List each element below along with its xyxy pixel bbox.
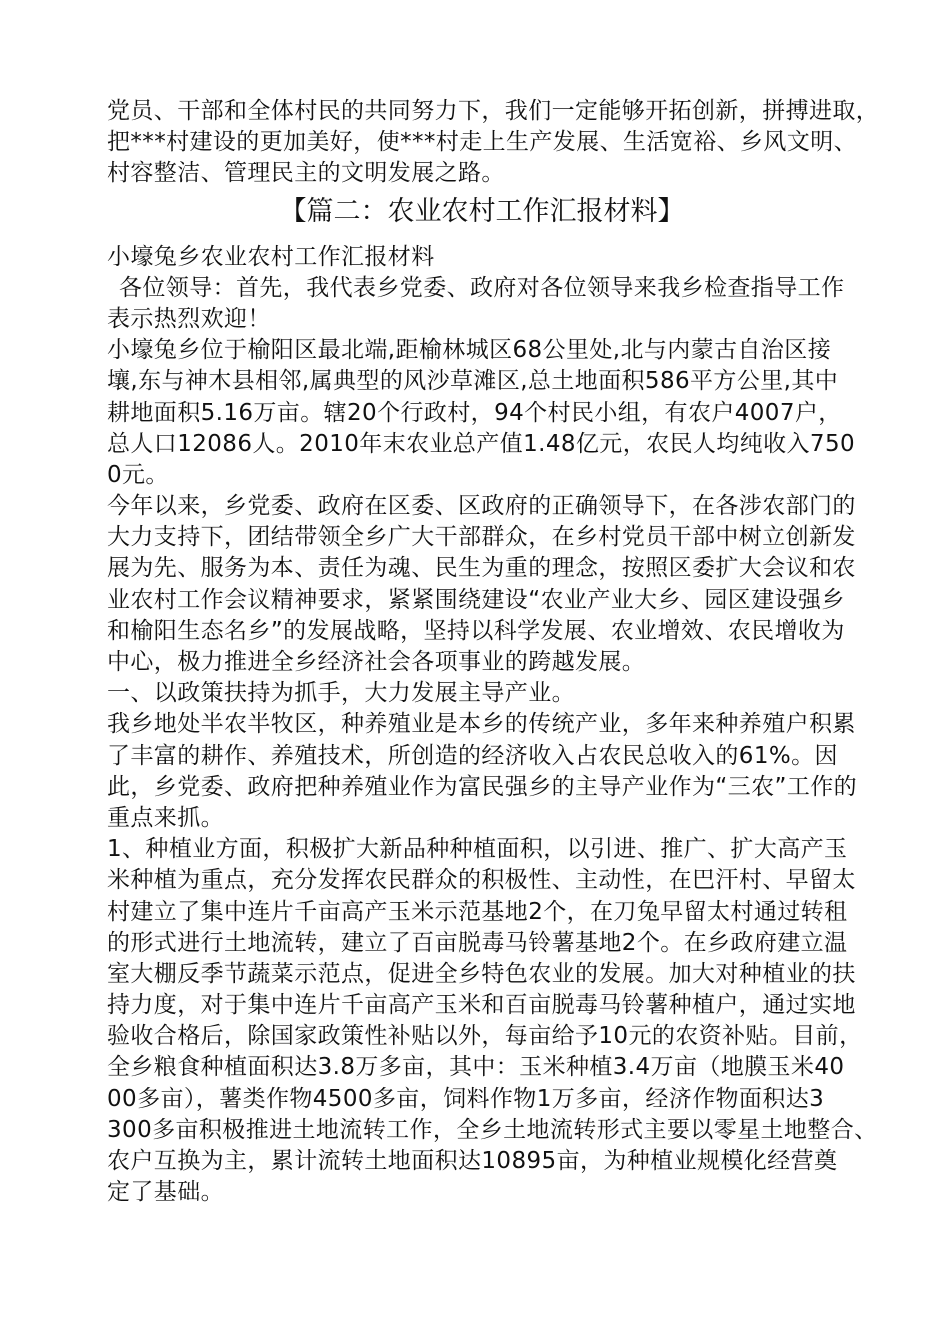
text-line: 壤,东与神木县相邻,属典型的风沙草滩区,总土地面积586平方公里,其中 xyxy=(107,368,839,395)
text-line: 持力度，对于集中连片千亩高产玉米和百亩脱毒马铃薯种植户，通过实地 xyxy=(107,992,856,1019)
text-line: 定了基础。 xyxy=(107,1179,224,1206)
text-line: 各位领导：首先，我代表乡党委、政府对各位领导来我乡检查指导工作 xyxy=(119,274,845,301)
text-line: 室大棚反季节蔬菜示范点，促进全乡特色农业的发展。加大对种植业的扶 xyxy=(107,960,856,987)
text-line: 今年以来，乡党委、政府在区委、区政府的正确领导下，在各涉农部门的 xyxy=(107,493,856,520)
planting-paragraph xyxy=(107,834,878,1208)
text-line: 了丰富的耕作、养殖技术，所创造的经济收入占农民总收入的61%。因 xyxy=(107,742,838,769)
text-line: 农户互换为主，累计流转土地面积达10895亩，为种植业规模化经营奠 xyxy=(107,1148,838,1174)
text-line: 表示热烈欢迎！ xyxy=(107,305,271,332)
intro-paragraph xyxy=(107,96,880,190)
text-line: 业农村工作会议精神要求，紧紧围绕建设“农业产业大乡、园区建设强乡 xyxy=(107,586,845,613)
document-body xyxy=(107,96,880,1208)
text-line: 把***村建设的更加美好，使***村走上生产发展、生活宽裕、乡风文明、 xyxy=(107,129,857,156)
text-line: 村建立了集中连片千亩高产玉米示范基地2个，在刀兔早留太村通过转租 xyxy=(107,898,848,925)
text-line: 中心，极力推进全乡经济社会各项事业的跨越发展。 xyxy=(107,649,646,675)
text-line: 大力支持下，团结带领全乡广大干部群众，在乡村党员干部中树立创新发 xyxy=(107,524,856,551)
section-1-title: 一、以政策扶持为抓手，大力发展主导产业。 xyxy=(107,680,575,707)
overview-paragraph xyxy=(107,335,867,491)
text-line: 全乡粮食种植面积达3.8万多亩，其中：玉米种植3.4万亩（地膜玉米40 xyxy=(107,1054,845,1081)
text-line: 党员、干部和全体村民的共同努力下，我们一定能够开拓创新，拼搏进取， xyxy=(107,98,880,124)
greeting-paragraph xyxy=(107,273,867,335)
leadership-paragraph xyxy=(107,491,867,678)
text-line: 00多亩），薯类作物4500多亩，饲料作物1万多亩，经济作物面积达3 xyxy=(107,1085,825,1112)
text-line: 村容整洁、管理民主的文明发展之路。 xyxy=(107,160,505,187)
text-line: 和榆阳生态名乡”的发展战略，坚持以科学发展、农业增效、农民增收为 xyxy=(107,617,845,644)
text-line: 的形式进行土地流转，建立了百亩脱毒马铃薯基地2个。在乡政府建立温 xyxy=(107,929,848,956)
text-line: 此，乡党委、政府把种养殖业作为富民强乡的主导产业作为“三农”工作的 xyxy=(107,773,858,800)
text-line: 总人口12086人。2010年末农业总产值1.48亿元，农民人均纯收入750 xyxy=(107,430,856,457)
text-line: 我乡地处半农半牧区，种养殖业是本乡的传统产业，多年来种养殖户积累 xyxy=(107,711,856,738)
text-line: 米种植为重点，充分发挥农民群众的积极性、主动性，在巴汗村、早留太 xyxy=(107,867,856,894)
text-line: 小壕兔乡位于榆阳区最北端,距榆林城区68公里处,北与内蒙古自治区接 xyxy=(107,337,832,364)
text-line: 展为先、服务为本、责任为魂、民生为重的理念，按照区委扩大会议和农 xyxy=(107,555,856,582)
industry-paragraph xyxy=(107,709,867,834)
text-line: 0元。 xyxy=(107,461,169,488)
text-line: 重点来抓。 xyxy=(107,804,224,831)
text-line: 300多亩积极推进土地流转工作，全乡土地流转形式主要以零星土地整合、 xyxy=(107,1116,878,1143)
text-line: 验收合格后，除国家政策性补贴以外，每亩给予10元的农资补贴。目前， xyxy=(107,1023,863,1050)
document-title: 小壕兔乡农业农村工作汇报材料 xyxy=(107,243,435,270)
section-heading: 【篇二：农业农村工作汇报材料】 xyxy=(279,195,685,227)
text-line: 耕地面积5.16万亩。辖20个行政村，94个村民小组，有农户4007户， xyxy=(107,399,842,426)
text-line: 1、种植业方面，积极扩大新品种种植面积，以引进、推广、扩大高产玉 xyxy=(107,836,848,863)
